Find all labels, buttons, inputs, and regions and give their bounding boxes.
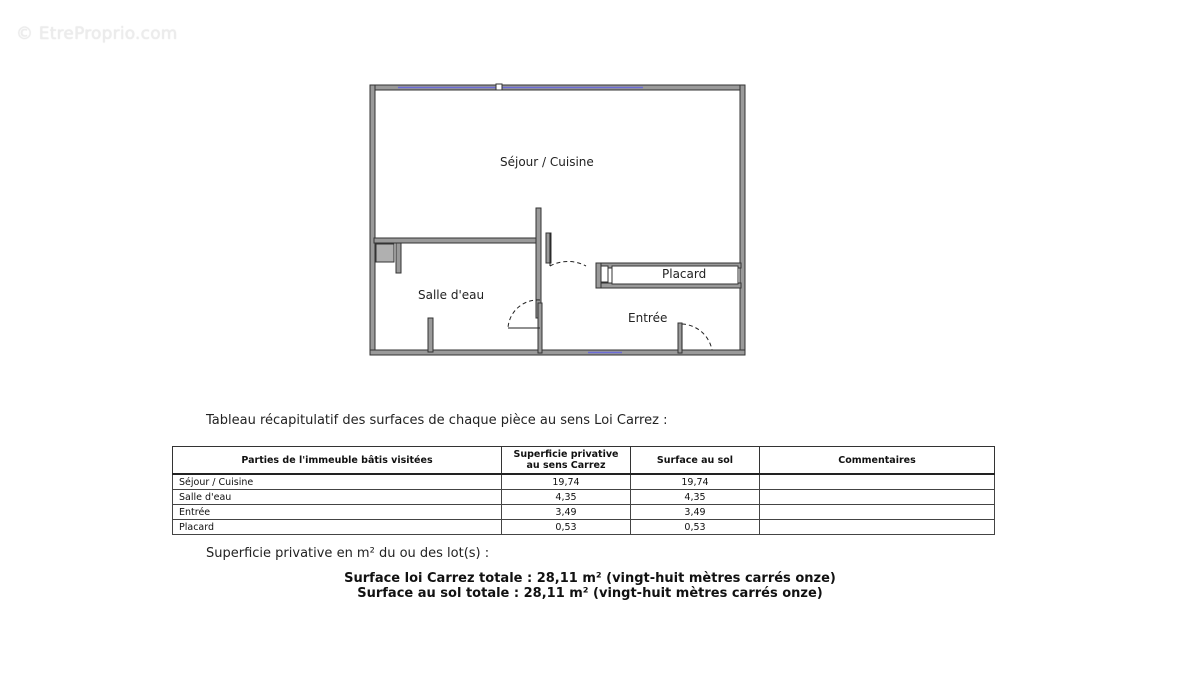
header-commentaires: Commentaires (760, 447, 995, 475)
wall-left (370, 85, 375, 355)
table-row (173, 474, 995, 490)
table-row (173, 520, 995, 535)
cell-name: Entrée (173, 505, 502, 520)
cell-carrez: 19,74 (502, 474, 631, 490)
door-swing-front (682, 324, 712, 350)
door-swing-bathroom (508, 300, 540, 328)
table-header-row (173, 447, 995, 475)
door-swing-entry (550, 261, 586, 266)
header-parties: Parties de l'immeuble bâtis visitées (173, 447, 502, 475)
wall-bathroom-stub (428, 318, 433, 352)
window-mullion (496, 84, 502, 90)
closet-small (601, 266, 608, 282)
wall-bathroom-top (374, 238, 539, 243)
cell-comment (760, 490, 995, 505)
cell-carrez: 3,49 (502, 505, 631, 520)
table-row (173, 490, 995, 505)
wall-bathroom-right (536, 208, 541, 318)
cell-comment (760, 474, 995, 490)
surface-table (172, 446, 995, 535)
cell-sol: 19,74 (631, 474, 760, 490)
wall-bathroom-nib (396, 243, 401, 273)
cell-comment (760, 505, 995, 520)
room-label-entree: Entrée (628, 311, 668, 325)
floor-plan-drawing (360, 78, 760, 368)
total-carrez: Surface loi Carrez totale : 28,11 m² (vingt-huit mètres carrés onze) (344, 571, 836, 586)
cell-name: Salle d'eau (173, 490, 502, 505)
table-row (173, 505, 995, 520)
room-label-placard: Placard (662, 267, 707, 281)
table-caption: Tableau récapitulatif des surfaces de chaque pièce au sens Loi Carrez : (206, 413, 668, 428)
header-carrez: Superficie privative au sens Carrez (502, 447, 631, 475)
cell-comment (760, 520, 995, 535)
cell-carrez: 4,35 (502, 490, 631, 505)
wall-closet-left (596, 263, 601, 288)
cell-name: Placard (173, 520, 502, 535)
shaft (376, 244, 394, 262)
totals-block (0, 571, 1180, 601)
watermark-logo: © EtreProprio.com (16, 24, 178, 44)
wall-right (740, 85, 745, 355)
cell-carrez: 0,53 (502, 520, 631, 535)
room-label-salle-eau: Salle d'eau (418, 288, 485, 302)
surface-intro: Superficie privative en m² du ou des lot(s) : (206, 546, 490, 561)
wall-bottom (370, 350, 745, 355)
floor-plan (360, 78, 760, 368)
cell-sol: 3,49 (631, 505, 760, 520)
total-sol: Surface au sol totale : 28,11 m² (vingt-huit mètres carrés onze) (357, 586, 823, 601)
wall-door-jamb (678, 323, 682, 353)
cell-name: Séjour / Cuisine (173, 474, 502, 490)
cell-sol: 4,35 (631, 490, 760, 505)
header-sol: Surface au sol (631, 447, 760, 475)
cell-sol: 0,53 (631, 520, 760, 535)
room-label-sejour: Séjour / Cuisine (500, 155, 594, 169)
